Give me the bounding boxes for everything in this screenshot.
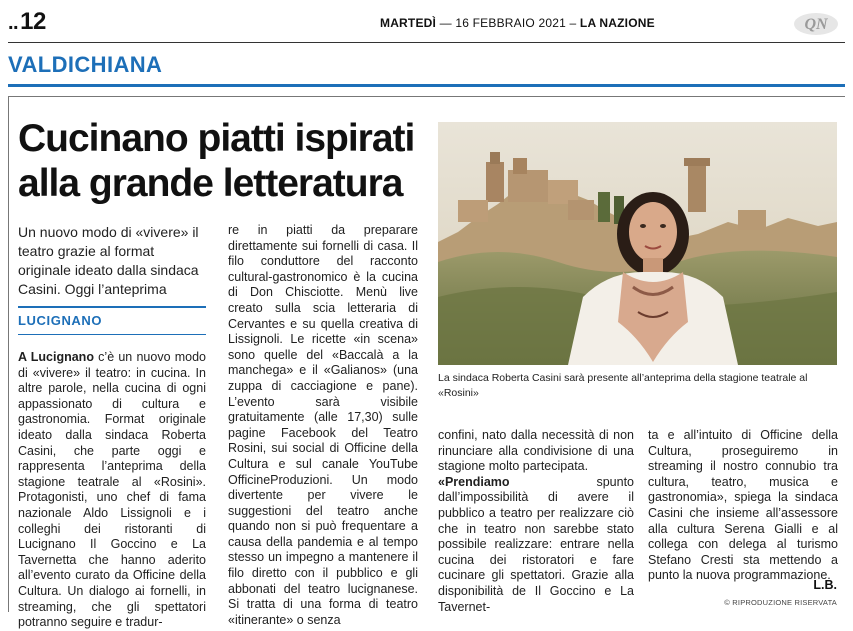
- masthead-divider: [8, 42, 845, 43]
- article-frame-top: [8, 96, 845, 97]
- dateline-newspaper: LA NAZIONE: [579, 16, 655, 30]
- article-photo: [438, 122, 837, 365]
- article-column-1: [18, 350, 206, 630]
- column-3-body: spunto dall’impossibilità di avere il pubblico a teatro per realizzare ciò che in teatro non sarebbe stato possibile realizzare: entrare nella cucina dei ristoratori e fare cucinare gli spettatori. Grazie alla disponibilità de Il Goccino e La Tavernet-: [438, 474, 634, 614]
- photo-illustration: [438, 122, 837, 365]
- column-3-lead-bold: «Prendiamo: [438, 474, 510, 489]
- section-rule: [8, 84, 845, 87]
- dateline-sep-1: —: [439, 16, 452, 30]
- dateline-sep-2: –: [569, 16, 577, 30]
- page-number-value: 12: [20, 8, 46, 35]
- column-2-text: re in piatti da preparare direttamente sui fornelli di casa. Il filo conduttore del racconto cultural-gastronomico è la cucina di Don Chisciotte. Menù live creato sulla scia letteraria di Cervantes e su quella creativa di Lissignoli. Le ricette «in scena» sono quelle del «Baccalà a la manchega» e il «Galianos» (una zuppa di cacciagione e pane). L’evento sarà visibile gratuitamente (alle 17,30) sulle pagine Facebook del Teatro Rosini, sui social di Officine della Cultura e sul canale YouTube OfficineProduzioni. Un modo divertente per vivere le suggestioni del teatro anche quando non si può frequentare a causa della pandemia e al tempo stesso un impegno a mantenere il filo diretto con il pubblico e gli abbonati del teatro lucignanese. Si tratta di una forma di teatro «itinerante» o senza: [228, 223, 418, 627]
- column-3-para-2: [438, 475, 634, 615]
- article-column-3: [438, 428, 634, 612]
- section-title: VALDICHIANA: [8, 52, 163, 77]
- qn-logo: [793, 12, 839, 36]
- dateline-weekday: MARTEDÌ: [380, 16, 437, 30]
- column-4-text: ta e all’intuito di Officine della Cultura, proseguiremo in streaming il nostro connubio tra cultura, teatro, musica e gastronomia», spiega la sindaca Casini che insieme all’assessore alla cultura Serena Gialli e al collega con delega al turismo Stefano Cresti sta mettendo a punto la nuova programmazione.: [648, 428, 838, 583]
- page-number: [8, 8, 46, 36]
- article-standfirst: Un nuovo modo di «vivere» il teatro grazie al format originale ideato dalla sindaca Casini. Oggi l’anteprima: [18, 224, 199, 297]
- column-1-text: [18, 350, 206, 631]
- article-column-4: [648, 428, 838, 612]
- copyright-notice: © RIPRODUZIONE RISERVATA: [724, 598, 837, 607]
- column-3-para-1: confini, nato dalla necessità di non rinunciare alla condivisione di una stagione molto partecipata.: [438, 428, 634, 474]
- dateline-date: 16 FEBBRAIO 2021: [455, 16, 566, 30]
- qn-logo-text: QN: [804, 16, 828, 33]
- photo-caption: La sindaca Roberta Casini sarà presente all’anteprima della stagione teatrale al «Rosini»: [438, 372, 808, 399]
- author-signature: L.B.: [813, 578, 837, 592]
- article-frame-left: [8, 96, 9, 612]
- column-1-body: c’è un nuovo modo di «vivere» il teatro: in cucina. In altre parole, nella cucina di ogni appassionato di cultura e gastronomia. Format originale ideato dalla sindaca Roberta Casini, che parte oggi e rappresenta l’anteprima della stagione teatrale al «Rosini». Protagonisti, uno chef di fama nazionale Aldo Lissignoli e i colleghi dei ristoranti di Lucignano Il Goccino e La Tavernetta che hanno aderito all’evento curato da Officine della Cultura. Un dialogo ai fornelli, in streaming, che gli spettatori potranno seguire e tradur-: [18, 350, 206, 630]
- dateline: [380, 16, 655, 30]
- place-rule-bottom: [18, 334, 206, 335]
- page-number-dots: ..: [8, 12, 19, 34]
- article-lead-bold: A Lucignano: [18, 350, 94, 364]
- article-column-2: [228, 223, 418, 627]
- article-headline: Cucinano piatti ispirati alla grande letteratura: [18, 117, 415, 205]
- article-place: LUCIGNANO: [18, 313, 103, 328]
- place-rule-top: [18, 306, 206, 308]
